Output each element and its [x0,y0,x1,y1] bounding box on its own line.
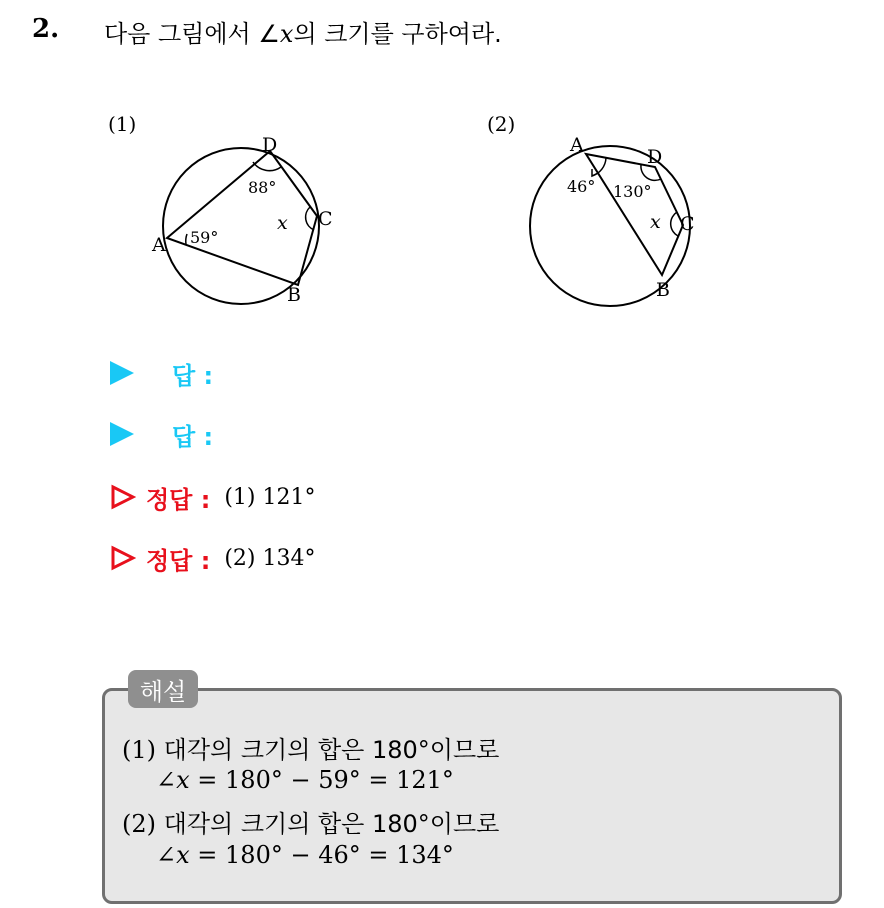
figure-2-label: (2) [487,112,516,136]
correct-answer-value: (2) 134° [224,545,316,571]
question-variable: x [279,20,294,48]
figure-1-point-D: D [262,134,278,156]
figure-2-point-C: C [680,213,695,235]
answer-row-1[interactable] [110,356,213,390]
figure-1-quadrilateral [167,151,317,285]
explanation-item-num: (1) [122,736,156,764]
play-arrow-icon [110,361,134,385]
explanation-line-2 [122,804,499,839]
play-arrow-icon [110,422,134,446]
figure-2-point-B: B [656,279,670,301]
question-number: 2. [32,14,60,44]
answer-label: 답 : [172,422,214,451]
figure-2-arc-C [671,212,678,236]
figure-2-angle-D: 130° [613,182,652,201]
figure-2-angle-C: x [650,211,661,233]
figure-1-point-B: B [287,284,301,306]
figure-2-angle-A: 46° [567,177,596,196]
figure-1-arc-A [186,234,187,244]
correct-answer-label: 정답 : [146,485,211,514]
explanation-tag: 해설 [128,670,198,708]
explanation-eq: = 180° − 46° = 134° [189,841,454,869]
explanation-eq: = 180° − 59° = 121° [189,766,454,794]
figure-1-angle-A: 59° [190,228,219,247]
figure-2-diagram [510,130,730,310]
figure-1-label: (1) [108,112,137,136]
explanation-item-num: (2) [122,810,156,838]
answer-label: 답 : [172,361,214,390]
explanation-eq-var: x [176,766,190,794]
correct-answer-row-2 [110,541,315,575]
explanation-equation-2: ∠x = 180° − 46° = 134° [156,841,454,869]
question-text-before: 다음 그림에서 ∠ [104,20,280,48]
figure-1-arc-D [253,162,281,171]
explanation-line-1 [122,730,499,765]
explanation-statement: 대각의 크기의 합은 180°이므로 [163,810,500,838]
correct-answer-value: (1) 121° [224,484,316,510]
figure-2-point-D: D [647,146,663,168]
explanation-equation-1: ∠x = 180° − 59° = 121° [156,766,454,794]
figure-1-point-C: C [318,208,333,230]
question-text [104,14,502,49]
answer-row-2[interactable] [110,417,213,451]
figure-1-circle [163,148,319,304]
figure-1-point-A: A [152,234,166,256]
figure-1-diagram [140,130,360,310]
figure-1-angle-C: x [277,212,288,234]
open-triangle-icon [110,545,136,571]
open-triangle-icon [110,484,136,510]
figure-1-angle-D: 88° [248,178,277,197]
explanation-statement: 대각의 크기의 합은 180°이므로 [163,736,500,764]
correct-answer-row-1 [110,480,315,514]
figure-2-point-A: A [570,134,584,156]
explanation-box [102,688,842,904]
question-text-after: 의 크기를 구하여라. [293,20,502,48]
explanation-eq-var: x [176,841,190,869]
correct-answer-label: 정답 : [146,546,211,575]
